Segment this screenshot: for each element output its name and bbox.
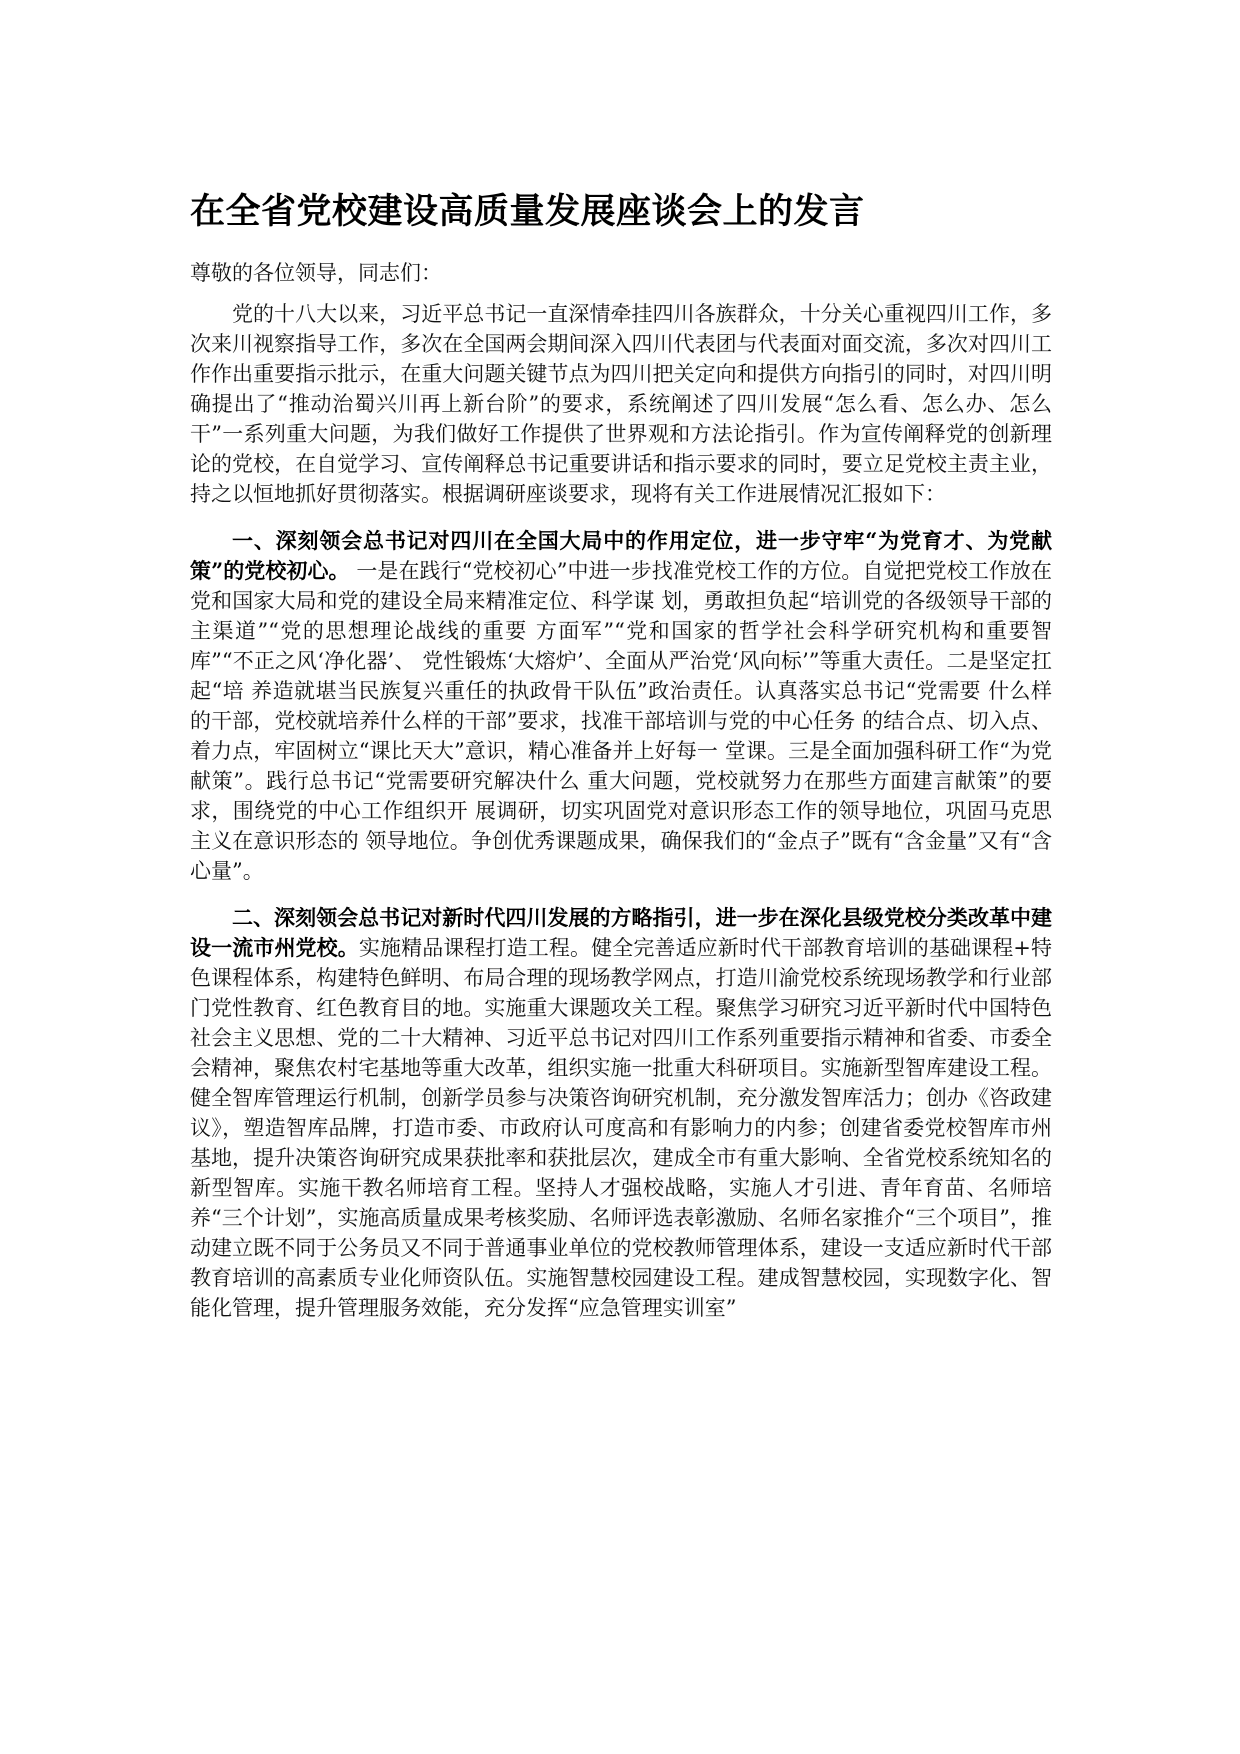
document-title: 在全省党校建设高质量发展座谈会上的发言	[190, 192, 865, 232]
section-2-paragraph	[190, 903, 1052, 1323]
section-2-heading: 二、深刻领会总书记对新时代四川发展的方略指引，进一步在深化县级党校分类改革中建设一流市州党校。	[190, 905, 1052, 960]
document-page	[190, 190, 1052, 1340]
section-2-body: 实施精品课程打造工程。健全完善适应新时代干部教育培训的基础课程+特色课程体系，构建特色鲜明、布局合理的现场教学网点，打造川渝党校系统现场教学和行业部门党性教育、红色教育目的地。实施重大课题攻关工程。聚焦学习研究习近平新时代中国特色社会主义思想、党的二十大精神、习近平总书记对四川工作系列重要指示精神和省委、市委全会精神，聚焦农村宅基地等重大改革，组织实施一批重大科研项目。实施新型智库建设工程。健全智库管理运行机制，创新学员参与决策咨询研究机制，充分激发智库活力；创办《咨政建议》，塑造智库品牌，打造市委、市政府认可度高和有影响力的内参；创建省委党校智库市州基地，提升决策咨询研究成果获批率和获批层次，建成全市有重大影响、全省党校系统知名的新型智库。实施干教名师培育工程。坚持人才强校战略，实施人才引进、青年育苗、名师培养“三个计划”，实施高质量成果考核奖励、名师评选表彰激励、名师名家推介“三个项目”，推动建立既不同于公务员又不同于普通事业单位的党校教师管理体系，建设一支适应新时代干部教育培训的高素质专业化师资队伍。实施智慧校园建设工程。建成智慧校园，实现数字化、智能化管理，提升管理服务效能，充分发挥“应急管理实训室”	[190, 936, 1053, 1320]
section-1-heading: 一、深刻领会总书记对四川在全国大局中的作用定位，进一步守牢“为党育才、为党献策”的党校初心。	[190, 528, 1052, 583]
salutation: 尊敬的各位领导，同志们：	[190, 261, 442, 285]
section-1-paragraph	[190, 526, 1052, 886]
section-1-body: 一是在践行“党校初心”中进一步找准党校工作的方位。自觉把党校工作放在党和国家大局和党的建设全局来精准定位、科学谋 划，勇敢担负起“培训党的各级领导干部的主渠道”“党的思想理论战线的重要 方面军”“党和国家的哲学社会科学研究机构和重要智库”“不正之风‘净化器’、 党性锻炼‘大熔炉’、全面从严治党‘风向标’”等重大责任。二是坚定扛起“培 养造就堪当民族复兴重任的执政骨干队伍”政治责任。认真落实总书记“党需要 什么样的干部，党校就培养什么样的干部”要求，找准干部培训与党的中心任务 的结合点、切入点、着力点，牢固树立“课比天大”意识，精心准备并上好每一 堂课。三是全面加强科研工作“为党献策”。践行总书记“党需要研究解决什么 重大问题，党校就努力在那些方面建言献策”的要求，围绕党的中心工作组织开 展调研，切实巩固党对意识形态工作的领导地位，巩固马克思主义在意识形态的 领导地位。争创优秀课题成果，确保我们的“金点子”既有“含金量”又有“含 心量”。	[190, 559, 1052, 883]
intro-paragraph: 党的十八大以来，习近平总书记一直深情牵挂四川各族群众，十分关心重视四川工作，多次来川视察指导工作，多次在全国两会期间深入四川代表团与代表面对面交流，多次对四川工作作出重要指示批示，在重大问题关键节点为四川把关定向和提供方向指引的同时，对四川明确提出了“推动治蜀兴川再上新台阶”的要求，系统阐述了四川发展“怎么看、怎么办、怎么干”一系列重大问题，为我们做好工作提供了世界观和方法论指引。作为宣传阐释党的创新理论的党校，在自觉学习、宣传阐释总书记重要讲话和指示要求的同时，要立足党校主责主业，持之以恒地抓好贯彻落实。根据调研座谈要求，现将有关工作进展情况汇报如下：	[190, 302, 1052, 506]
